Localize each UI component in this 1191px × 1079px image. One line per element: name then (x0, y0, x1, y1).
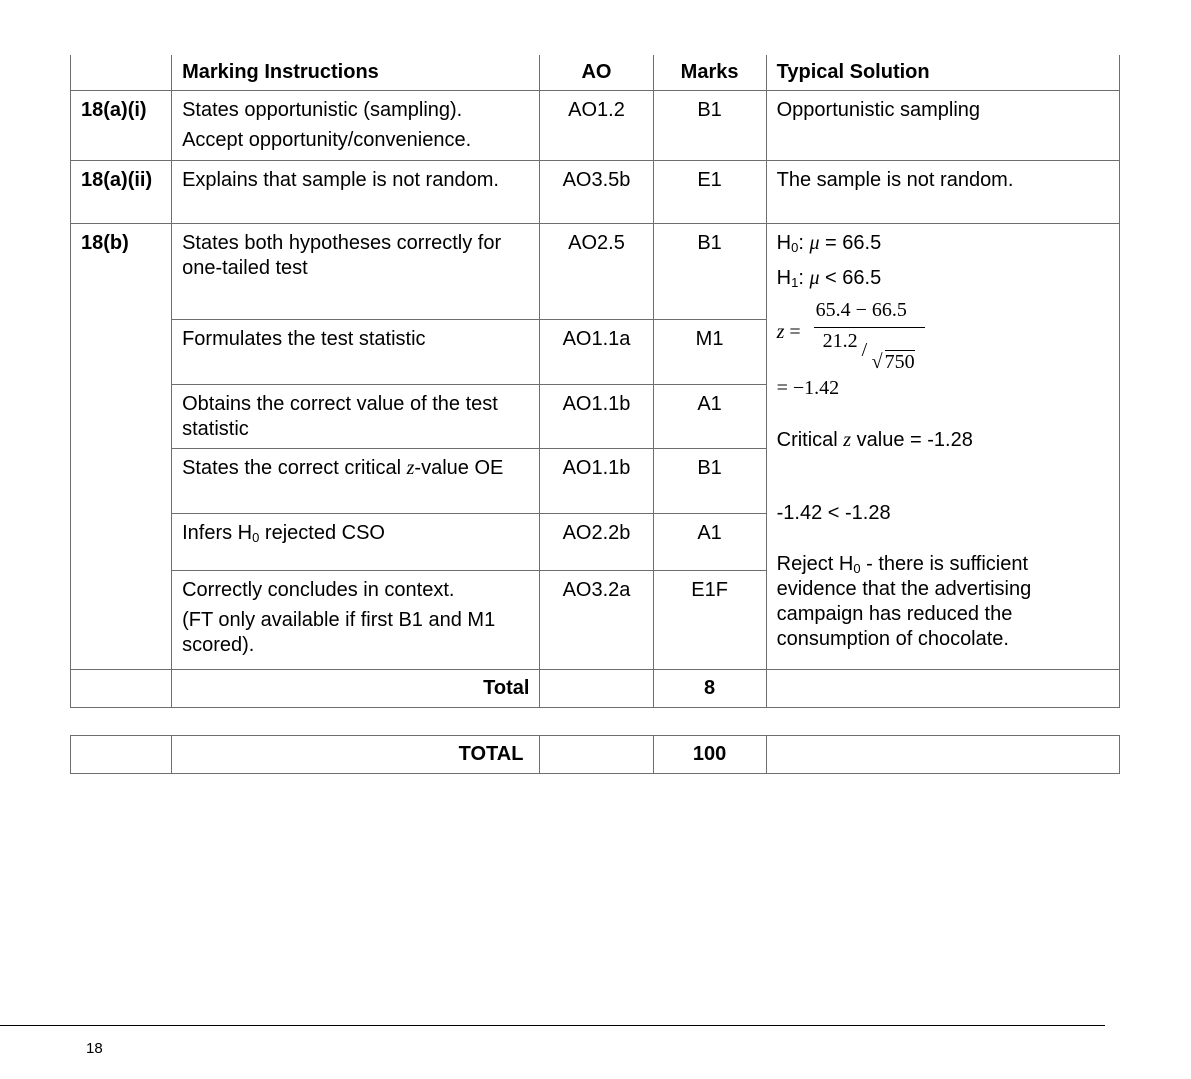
ao-code: AO1.1a (540, 320, 653, 385)
hypothesis-value: = 66.5 (819, 232, 882, 254)
footer-divider (0, 1025, 1105, 1026)
instruction-line: Correctly concludes in context. (182, 579, 455, 601)
mu-symbol: μ (809, 267, 820, 289)
grand-total-label: TOTAL (172, 736, 540, 774)
header-question (71, 55, 172, 91)
test-statistic-formula (777, 294, 1109, 376)
fraction-denominator: 21.2 (822, 330, 858, 352)
ao-code: AO2.5 (540, 224, 653, 320)
ao-code: AO3.5b (540, 161, 653, 224)
typical-solution: The sample is not random. (766, 161, 1119, 224)
ao-code: AO1.2 (540, 91, 653, 161)
instruction-line: Accept opportunity/convenience. (182, 129, 472, 151)
z-variable: z (406, 457, 415, 479)
test-statistic-result: = −1.42 (776, 377, 840, 399)
empty-cell (71, 670, 172, 708)
alternative-hypothesis (777, 266, 1109, 294)
empty-cell (766, 736, 1119, 774)
subscript: 0 (853, 561, 861, 576)
instruction-text: rejected CSO (259, 522, 385, 544)
empty-cell (540, 736, 653, 774)
instruction-line: (FT only available if first B1 and M1 scored). (182, 609, 496, 656)
ao-code: AO1.1b (540, 449, 653, 514)
marking-instruction: Formulates the test statistic (172, 320, 540, 385)
null-hypothesis (777, 231, 1109, 266)
table-row-18aii (71, 161, 1120, 224)
fraction-bar (814, 327, 925, 328)
empty-cell (71, 736, 172, 774)
h-symbol: H (776, 232, 792, 254)
marking-instruction (172, 514, 540, 571)
critical-number: value = -1.28 (851, 429, 973, 451)
sqrt-symbol: √ (871, 351, 883, 373)
typical-solution (766, 224, 1119, 670)
sqrt-radicand: 750 (884, 351, 915, 373)
table-row-18b-1 (71, 224, 1120, 320)
mark-code: E1F (653, 571, 766, 670)
z-variable: z (776, 321, 785, 343)
grand-total-marks: 100 (653, 736, 766, 774)
header-row (71, 55, 1120, 91)
mark-code: B1 (653, 224, 766, 320)
ao-code: AO2.2b (540, 514, 653, 571)
mark-scheme-table (70, 55, 1120, 708)
subscript: 0 (791, 240, 799, 255)
conclusion (777, 552, 1109, 652)
question-number: 18(b) (71, 224, 172, 670)
mark-code: B1 (653, 449, 766, 514)
instruction-text: States the correct critical (182, 457, 407, 479)
mark-code: M1 (653, 320, 766, 385)
fraction-numerator: 65.4 − 66.5 (815, 299, 907, 321)
marking-instruction (172, 571, 540, 670)
subscript: 0 (252, 530, 260, 545)
page-number: 18 (86, 1040, 103, 1057)
header-marks: Marks (653, 55, 766, 91)
total-row (71, 670, 1120, 708)
mark-code: E1 (653, 161, 766, 224)
grand-total-table (70, 735, 1120, 774)
critical-label: Critical (776, 429, 844, 451)
conclusion-text: - there is sufficient evidence that the advertising campaign has reduced the consumption of chocolate. (776, 553, 1032, 650)
subscript: 1 (791, 275, 799, 290)
comparison: -1.42 < -1.28 (776, 502, 891, 524)
z-variable: z (843, 429, 852, 451)
header-ao: AO (540, 55, 653, 91)
mu-symbol: μ (809, 232, 820, 254)
mark-code: A1 (653, 514, 766, 571)
marking-instruction: States both hypotheses correctly for one-tailed test (172, 224, 540, 320)
instruction-line: States opportunistic (sampling). (182, 99, 463, 121)
marking-instruction: Explains that sample is not random. (172, 161, 540, 224)
colon: : (798, 232, 810, 254)
marking-instruction (172, 91, 540, 161)
hypothesis-value: < 66.5 (819, 267, 882, 289)
total-marks: 8 (653, 670, 766, 708)
instruction-text: -value OE (414, 457, 504, 479)
equals-sign: = (784, 321, 801, 343)
typical-solution: Opportunistic sampling (766, 91, 1119, 161)
ao-code: AO1.1b (540, 385, 653, 449)
grand-total-row (71, 736, 1120, 774)
slash: / (861, 339, 868, 361)
empty-cell (540, 670, 653, 708)
marking-instruction: Obtains the correct value of the test statistic (172, 385, 540, 449)
marking-instruction (172, 449, 540, 514)
ao-code: AO3.2a (540, 571, 653, 670)
header-typical-solution: Typical Solution (766, 55, 1119, 91)
empty-cell (766, 670, 1119, 708)
instruction-text: Infers H (182, 522, 253, 544)
h-symbol: H (776, 267, 792, 289)
critical-value (777, 428, 1109, 501)
colon: : (798, 267, 810, 289)
mark-code: B1 (653, 91, 766, 161)
table-row-18ai (71, 91, 1120, 161)
total-label: Total (172, 670, 540, 708)
reject-label: Reject H (776, 553, 854, 575)
question-number: 18(a)(i) (71, 91, 172, 161)
header-marking-instructions: Marking Instructions (172, 55, 540, 91)
mark-code: A1 (653, 385, 766, 449)
question-number: 18(a)(ii) (71, 161, 172, 224)
